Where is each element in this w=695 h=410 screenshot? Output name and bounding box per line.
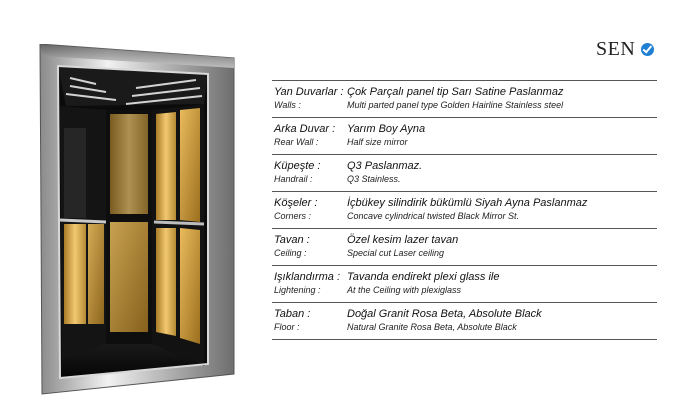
- spec-table: [272, 80, 657, 340]
- spec-label-tr: Arka Duvar :: [274, 123, 336, 135]
- spec-label-tr: Köşeler :: [274, 197, 318, 209]
- spec-label-en: Floor :: [274, 322, 300, 332]
- spec-row-corners: [272, 191, 657, 228]
- elevator-cabin-image: [36, 44, 236, 396]
- spec-row-lighting: [272, 265, 657, 302]
- spec-label-en: Rear Wall :: [274, 137, 319, 147]
- spec-row-rear-wall: [272, 117, 657, 154]
- spec-row-ceiling: [272, 228, 657, 265]
- spec-value-tr: İçbükey silindirik bükümlü Siyah Ayna Paslanmaz: [347, 197, 588, 209]
- spec-value-tr: Tavanda endirekt plexi glass ile: [347, 271, 500, 283]
- spec-label-en: Walls :: [274, 100, 301, 110]
- brand-logo: [596, 38, 654, 60]
- spec-label-tr: Yan Duvarlar :: [274, 86, 344, 98]
- spec-value-en: Multi parted panel type Golden Hairline Stainless steel: [347, 100, 564, 110]
- spec-value-en: Special cut Laser ceiling: [347, 248, 445, 258]
- spec-value-en: Half size mirror: [347, 137, 408, 147]
- spec-value-tr: Q3 Paslanmaz.: [347, 160, 423, 172]
- check-circle-icon: [641, 43, 654, 56]
- spec-label-tr: Taban :: [274, 308, 311, 320]
- spec-label-en: Corners :: [274, 211, 312, 221]
- spec-value-tr: Doğal Granit Rosa Beta, Absolute Black: [347, 308, 542, 320]
- spec-label-en: Handrail :: [274, 174, 313, 184]
- spec-label-tr: Küpeşte :: [274, 160, 321, 172]
- spec-value-en: Natural Granite Rosa Beta, Absolute Black: [347, 322, 517, 332]
- spec-row-floor: [272, 302, 657, 340]
- spec-label-tr: Işıklandırma :: [274, 271, 341, 283]
- brand-name: SEN: [596, 37, 636, 60]
- spec-label-en: Lightening :: [274, 285, 321, 295]
- spec-label-en: Ceiling :: [274, 248, 307, 258]
- spec-row-handrail: [272, 154, 657, 191]
- spec-value-en: At the Ceiling with plexiglass: [347, 285, 462, 295]
- spec-value-en: Q3 Stainless.: [347, 174, 401, 184]
- spec-label-tr: Tavan :: [274, 234, 310, 246]
- spec-value-tr: Yarım Boy Ayna: [347, 123, 426, 135]
- spec-value-tr: Özel kesim lazer tavan: [347, 234, 459, 246]
- spec-value-tr: Çok Parçalı panel tip Sarı Satine Paslanmaz: [347, 86, 564, 98]
- spec-row-walls: [272, 80, 657, 117]
- spec-value-en: Concave cylindrical twisted Black Mirror St.: [347, 211, 520, 221]
